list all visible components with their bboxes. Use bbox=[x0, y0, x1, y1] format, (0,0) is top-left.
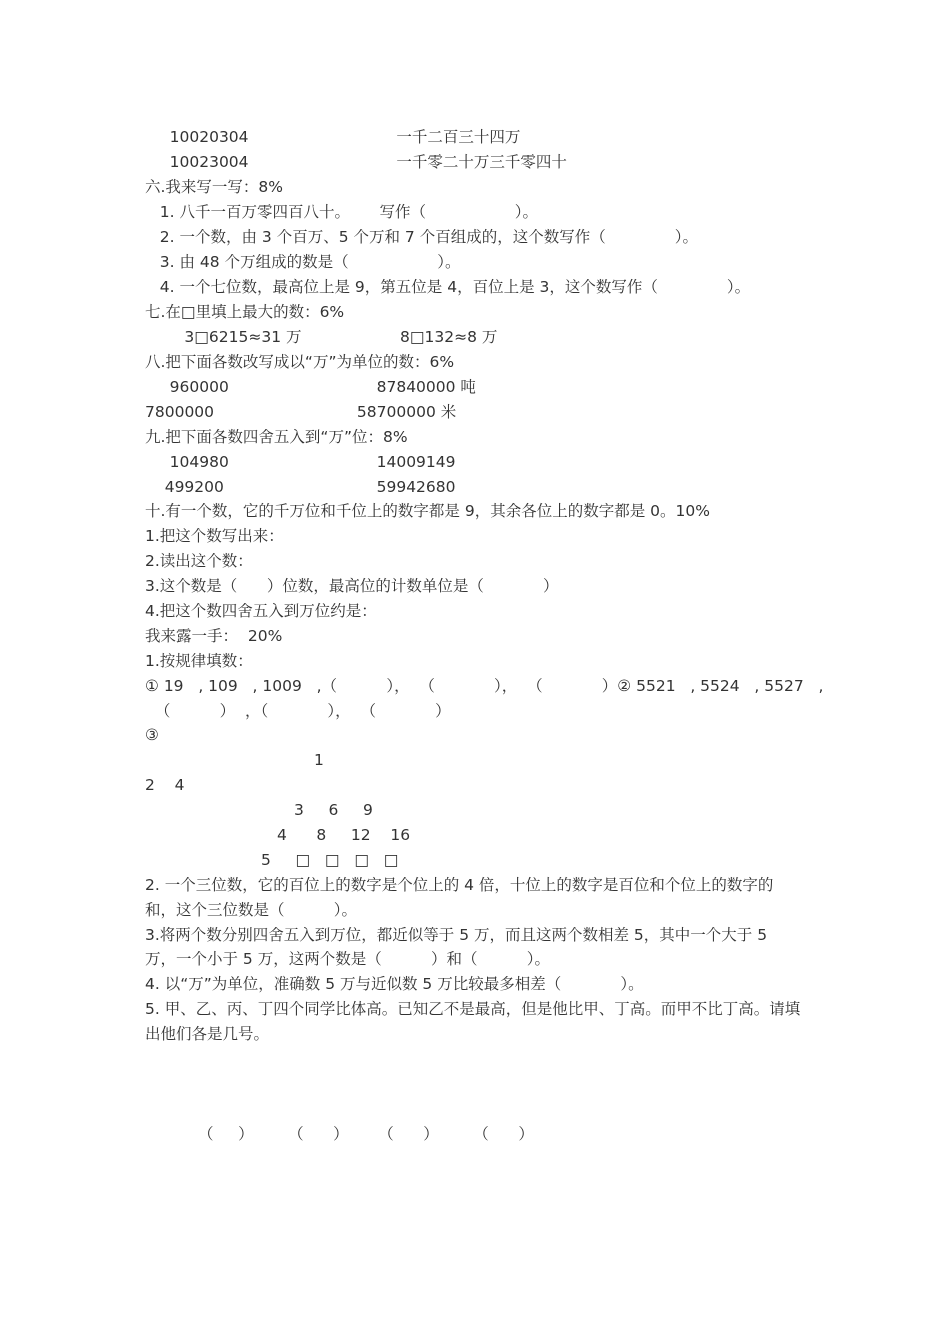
bonus-q5-answer-blanks: （ ） （ ） （ ） （ ） bbox=[198, 1125, 534, 1143]
triangle-row-5: 5 □ □ □ □ bbox=[261, 851, 399, 869]
bonus-q5-line-1: 5. 甲、乙、丙、丁四个同学比体高。已知乙不是最高，但是他比甲、丁高。而甲不比丁高。请填 bbox=[145, 1000, 801, 1018]
section-6-q4: 4. 一个七位数，最高位上是 9，第五位是 4，百位上是 3，这个数写作（ ）。 bbox=[145, 278, 751, 296]
triangle-row-1: 1 bbox=[314, 751, 324, 769]
bonus-q5-line-2: 出他们各是几号。 bbox=[145, 1025, 270, 1043]
bonus-q2-line-2: 和，这个三位数是（ ）。 bbox=[145, 901, 358, 919]
line-number-pairs-1: 10020304 一千二百三十四万 bbox=[145, 128, 521, 146]
section-7-title: 七.在□里填上最大的数：6% bbox=[145, 303, 345, 321]
section-9-title: 九.把下面各数四舍五入到“万”位：8% bbox=[145, 428, 408, 446]
bonus-q4: 4. 以“万”为单位，准确数 5 万与近似数 5 万比较最多相差（ ）。 bbox=[145, 975, 644, 993]
line-number-pairs-2: 10023004 一千零二十万三千零四十 bbox=[145, 153, 567, 171]
section-9-row-1: 104980 14009149 bbox=[145, 453, 456, 471]
bonus-q2-line-1: 2. 一个三位数，它的百位上的数字是个位上的 4 倍，十位上的数字是百位和个位上的数字的 bbox=[145, 876, 774, 894]
triangle-row-2: 2 4 bbox=[145, 776, 185, 794]
section-8-title: 八.把下面各数改写成以“万”为单位的数：6% bbox=[145, 353, 455, 371]
bonus-title: 我来露一手： 20% bbox=[145, 627, 283, 645]
bonus-q1-title: 1.按规律填数： bbox=[145, 652, 253, 670]
section-10-q4: 4.把这个数四舍五入到万位约是： bbox=[145, 602, 377, 620]
section-6-q1: 1. 八千一百万零四百八十。 写作（ ）。 bbox=[145, 203, 538, 221]
bonus-q1-item-3-marker: ③ bbox=[145, 726, 159, 744]
section-6-q3: 3. 由 48 个万组成的数是（ ）。 bbox=[145, 253, 461, 271]
bonus-q3-line-2: 万，一个小于 5 万，这两个数是（ ）和（ ）。 bbox=[145, 950, 551, 968]
section-7-items: 3□6215≈31 万 8□132≈8 万 bbox=[145, 328, 498, 346]
section-10-title: 十.有一个数，它的千万位和千位上的数字都是 9，其余各位上的数字都是 0。10% bbox=[145, 502, 710, 520]
section-10-q3: 3.这个数是（ ）位数，最高位的计数单位是（ ） bbox=[145, 577, 559, 595]
section-6-title: 六.我来写一写：8% bbox=[145, 178, 284, 196]
bonus-q3-line-1: 3.将两个数分别四舍五入到万位，都近似等于 5 万，而且这两个数相差 5，其中一个大于 5 bbox=[145, 926, 768, 944]
section-9-row-2: 499200 59942680 bbox=[145, 478, 456, 496]
section-8-row-2: 7800000 58700000 米 bbox=[145, 403, 457, 421]
section-8-row-1: 960000 87840000 吨 bbox=[145, 378, 476, 396]
bonus-q1-sequence-line-2: （ ） ，（ ）， （ ） bbox=[145, 702, 451, 720]
triangle-row-3: 3 6 9 bbox=[294, 801, 373, 819]
triangle-row-4: 4 8 12 16 bbox=[277, 826, 411, 844]
bonus-q1-sequence-line-1: ① 19 , 109 , 1009 ,（ ）， （ ）， （ ）② 5521 , 5524 , 5527 , bbox=[145, 677, 824, 695]
section-6-q2: 2. 一个数，由 3 个百万、5 个万和 7 个百组成的，这个数写作（ ）。 bbox=[145, 228, 698, 246]
section-10-q2: 2.读出这个数： bbox=[145, 552, 253, 570]
section-10-q1: 1.把这个数写出来： bbox=[145, 527, 284, 545]
